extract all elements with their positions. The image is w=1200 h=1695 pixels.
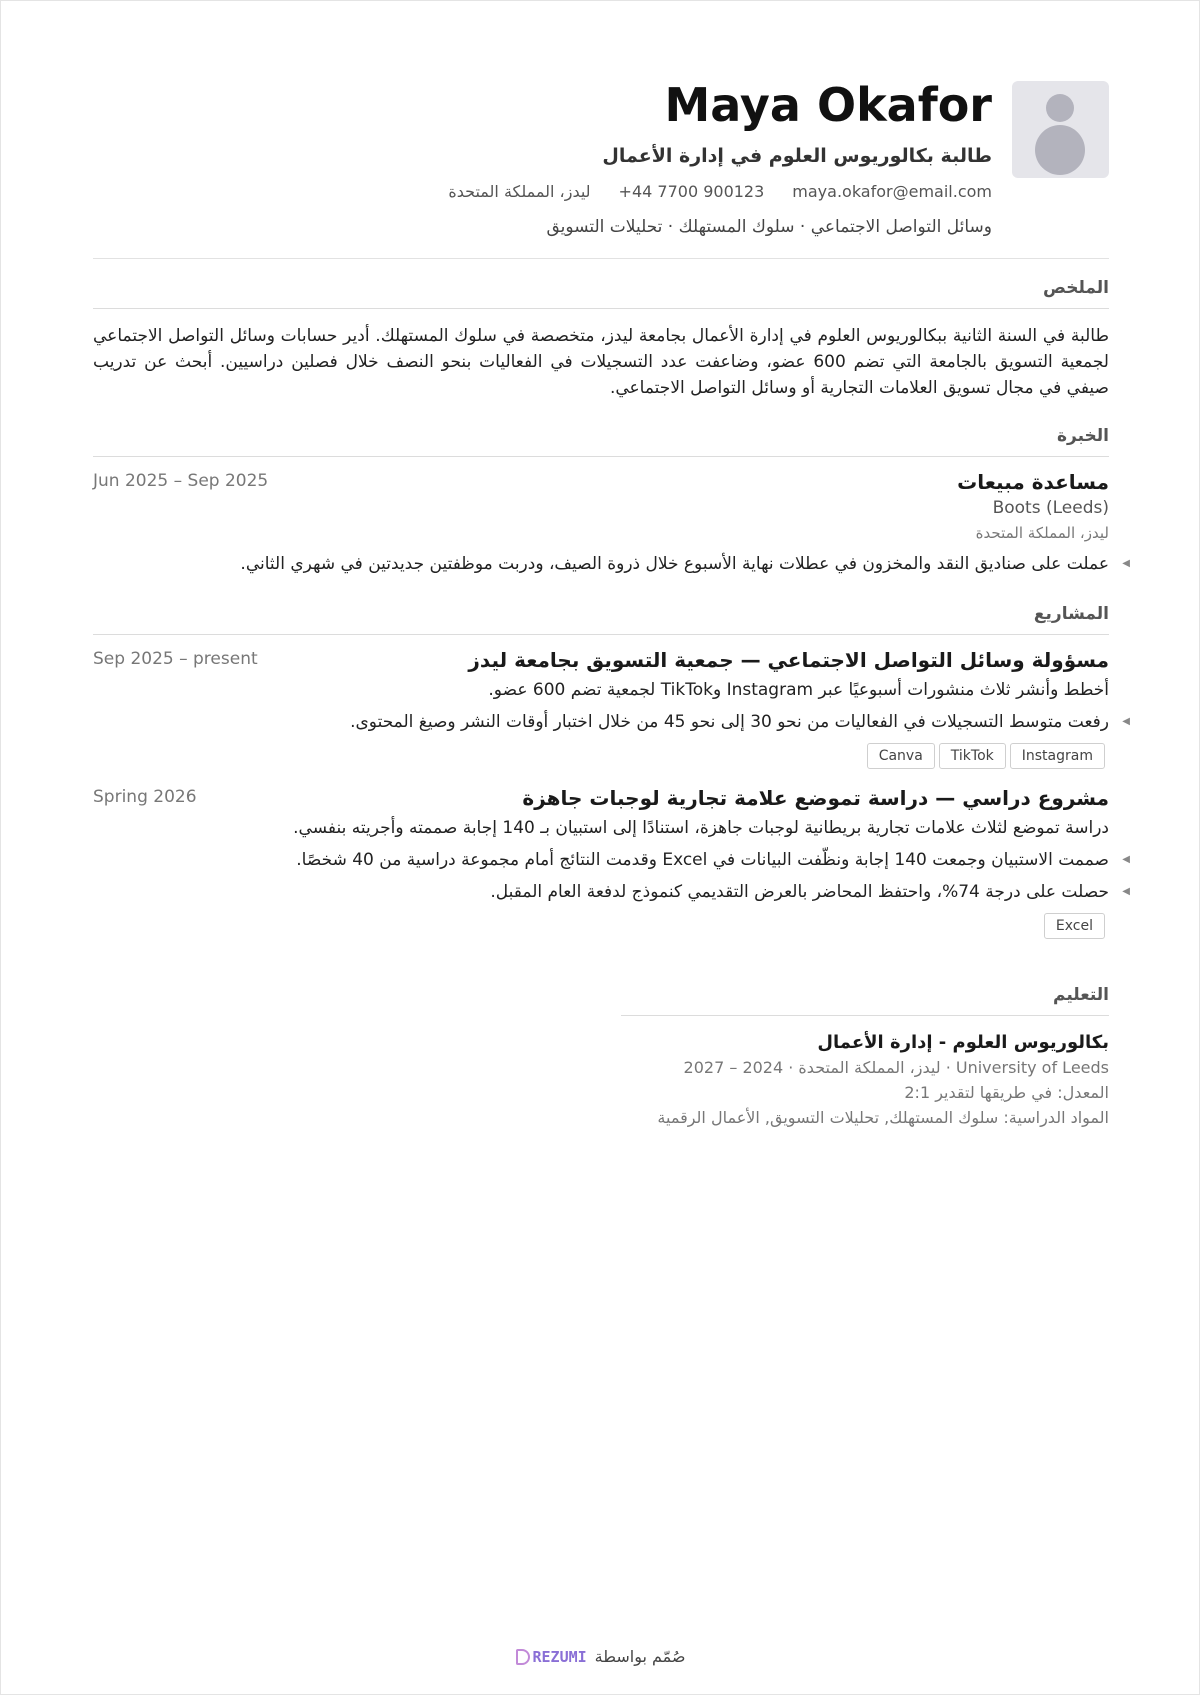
summary-title: الملخص (93, 277, 1109, 309)
project-bullet (93, 879, 1130, 905)
tag: Canva (867, 743, 935, 769)
project-bullet (93, 847, 1130, 873)
person-silhouette-icon (1046, 94, 1074, 122)
candidate-headline: طالبة بكالوريوس العلوم في إدارة الأعمال (602, 145, 992, 167)
header-divider (93, 258, 1109, 259)
bullet-text: صممت الاستبيان وجمعت 140 إجابة ونظّفت البيانات في Excel وقدمت النتائج أمام مجموعة دراسية من 40 شخصًا. (296, 850, 1109, 870)
tag: Excel (1044, 913, 1105, 939)
bullet-triangle-icon: ◀ (1122, 558, 1130, 569)
bullet-triangle-icon: ◀ (1122, 716, 1130, 727)
project-entry (93, 785, 1130, 939)
experience-title: الخبرة (93, 425, 1109, 457)
rezumi-brand: REZUMI (532, 1647, 587, 1666)
project-bullet (93, 709, 1130, 735)
summary-text: طالبة في السنة الثانية ببكالوريوس العلوم في إدارة الأعمال بجامعة ليدز، متخصصة في سلوك المستهلك. أدير حسابات وسائل التواصل الاجتماعي لجمعية التسويق بالجامعة التي تضم 600 عضو، وضاعفت عدد التسجيلات في الفعاليات بنحو النصف خلال فصلين دراسيين. أبحث عن تدريب صيفي في مجال تسويق العلامات التجارية أو وسائل التواصل الاجتماعي. (93, 326, 1109, 398)
project-title: مشروع دراسي — دراسة تموضع علامة تجارية لوجبات جاهزة (522, 786, 1109, 810)
experience-entry (93, 469, 1130, 577)
project-entry (93, 647, 1130, 769)
education-section (621, 984, 1109, 1130)
contact-location: ليدز، المملكة المتحدة (448, 182, 591, 201)
project-tags (93, 913, 1105, 939)
contact-line (112, 181, 992, 203)
education-degree: بكالوريوس العلوم - إدارة الأعمال (817, 1032, 1109, 1053)
education-institution: University of Leeds · ليدز، المملكة المتحدة · 2024 – 2027 (683, 1058, 1109, 1077)
projects-section (93, 603, 1130, 939)
bullet-text: عملت على صناديق النقد والمخزون في عطلات نهاية الأسبوع خلال ذروة الصيف، ودربت موظفتين جديدتين في شهري الثاني. (240, 554, 1109, 574)
education-title: التعليم (621, 984, 1109, 1016)
avatar (1012, 81, 1109, 178)
contact-phone[interactable]: +44 7700 900123 (618, 182, 765, 201)
education-courses: المواد الدراسية: سلوك المستهلك, تحليلات التسويق, الأعمال الرقمية (657, 1108, 1109, 1127)
project-date: Spring 2026 (93, 787, 197, 807)
project-description: أخطط وأنشر ثلاث منشورات أسبوعيًا عبر Instagram وTikTok لجمعية تضم 600 عضو. (488, 680, 1109, 700)
experience-section (93, 425, 1130, 577)
experience-role: مساعدة مبيعات (957, 470, 1109, 494)
tag: TikTok (939, 743, 1006, 769)
interests-line: وسائل التواصل الاجتماعي · سلوك المستهلك · تحليلات التسويق (546, 217, 992, 237)
footer-made-with: صُمّم بواسطة (594, 1647, 686, 1666)
bullet-text: حصلت على درجة 74%، واحتفظ المحاضر بالعرض التقديمي كنموذج لدفعة العام المقبل. (490, 882, 1109, 902)
contact-email[interactable]: maya.okafor@email.com (792, 182, 992, 201)
bullet-triangle-icon: ◀ (1122, 854, 1130, 865)
summary-section (93, 277, 1109, 401)
person-silhouette-body (1035, 125, 1085, 175)
experience-location: ليدز، المملكة المتحدة (975, 524, 1109, 542)
project-title: مسؤولة وسائل التواصل الاجتماعي — جمعية التسويق بجامعة ليدز (468, 648, 1109, 672)
footer (1, 1647, 1200, 1666)
experience-bullet (93, 551, 1130, 577)
rezumi-logo-icon (516, 1649, 530, 1665)
rezumi-logo[interactable] (516, 1648, 586, 1666)
project-description: دراسة تموضع لثلاث علامات تجارية بريطانية لوجبات جاهزة، استنادًا إلى استبيان بـ 140 إجابة صممته وأجريته بنفسي. (293, 818, 1109, 838)
experience-date: Jun 2025 – Sep 2025 (93, 471, 269, 491)
projects-title: المشاريع (93, 603, 1109, 635)
candidate-name: Maya Okafor (664, 78, 992, 132)
education-gpa: المعدل: في طريقها لتقدير 2:1 (904, 1083, 1109, 1102)
resume-header (93, 79, 1109, 247)
experience-company: Boots (Leeds) (992, 498, 1109, 518)
project-date: Sep 2025 – present (93, 649, 258, 669)
project-tags (93, 743, 1105, 769)
bullet-text: رفعت متوسط التسجيلات في الفعاليات من نحو 30 إلى نحو 45 من خلال اختبار أوقات النشر وصيغ المحتوى. (350, 712, 1109, 732)
header-info (112, 79, 992, 239)
bullet-triangle-icon: ◀ (1122, 886, 1130, 897)
tag: Instagram (1010, 743, 1105, 769)
